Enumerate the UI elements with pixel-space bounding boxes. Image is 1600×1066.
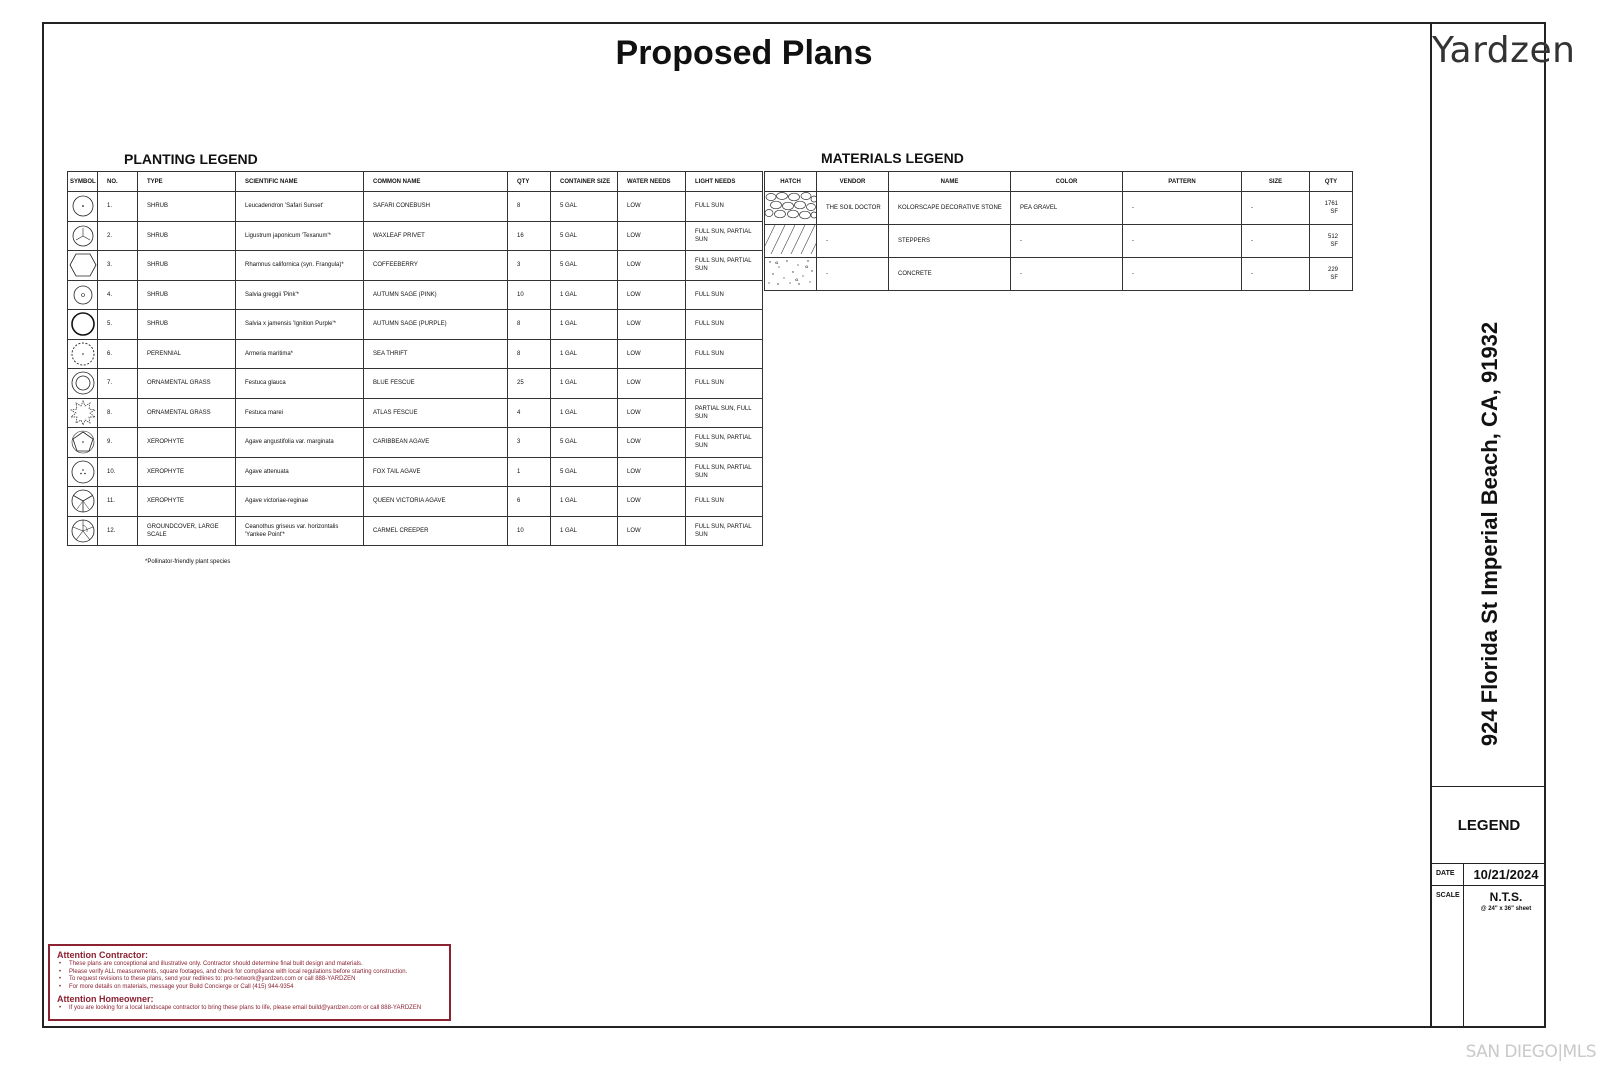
plant-type: SHRUB (138, 310, 236, 340)
plant-type: PERENNIAL (138, 339, 236, 369)
scale-value: N.T.S. (1489, 890, 1523, 904)
small-circle-symbol (68, 280, 98, 310)
header-common-name: COMMON NAME (364, 172, 508, 192)
plant-scientific-name: Ligustrum japonicum 'Texanum'* (236, 221, 364, 251)
table-row (68, 251, 763, 281)
pollinator-note: *Pollinator-friendly plant species (145, 559, 231, 565)
plant-water: LOW (618, 221, 686, 251)
plant-scientific-name: Rhamnus californica (syn. Frangula)* (236, 251, 364, 281)
plant-container: 5 GAL (551, 251, 618, 281)
table-row (765, 192, 1353, 225)
material-color: - (1011, 258, 1123, 291)
plant-light: FULL SUN, PARTIAL SUN (686, 428, 763, 458)
plant-water: LOW (618, 369, 686, 399)
header-vendor: VENDOR (817, 172, 889, 192)
plant-water: LOW (618, 192, 686, 222)
plant-qty: 3 (508, 251, 551, 281)
title-block (1430, 24, 1576, 1026)
mls-watermark: SAN DIEGO|MLS (1465, 1042, 1596, 1062)
plant-type: GROUNDCOVER, LARGE SCALE (138, 516, 236, 546)
table-row (765, 258, 1353, 291)
plant-water: LOW (618, 310, 686, 340)
triangle-dots-symbol (68, 457, 98, 487)
plant-qty: 25 (508, 369, 551, 399)
plant-qty: 16 (508, 221, 551, 251)
material-pattern: - (1123, 192, 1242, 225)
planting-legend-table (67, 171, 763, 546)
plant-light: FULL SUN (686, 487, 763, 517)
brand-logo: Yardzen (1432, 30, 1576, 71)
material-vendor: - (817, 225, 889, 258)
plan-sheet (42, 22, 1576, 1028)
plant-scientific-name: Salvia greggii 'Pink'* (236, 280, 364, 310)
homeowner-note: • If you are looking for a local landscape contractor to bring these plans to life, please email build@yardzen.com or call 888-YARDZEN (57, 1005, 442, 1013)
plant-light: FULL SUN (686, 280, 763, 310)
attention-notice (48, 944, 451, 1021)
plant-scientific-name: Ceanothus griseus var. horizontalis 'Yankee Point'* (236, 516, 364, 546)
plant-no: 12. (98, 516, 138, 546)
pebble-hatch (765, 192, 817, 225)
project-address: 924 Florida St Imperial Beach, CA, 91932 (1477, 321, 1502, 747)
plant-container: 1 GAL (551, 516, 618, 546)
contractor-note: • Please verify ALL measurements, square footages, and check for compliance with local regulations before starting construction. (57, 969, 442, 977)
table-row (68, 428, 763, 458)
plant-water: LOW (618, 428, 686, 458)
plant-common-name: FOX TAIL AGAVE (364, 457, 508, 487)
header-color: COLOR (1011, 172, 1123, 192)
diagonal-hatch (765, 225, 817, 258)
header-qty: QTY (1310, 172, 1353, 192)
header-container-size: CONTAINER SIZE (551, 172, 618, 192)
materials-legend-title: MATERIALS LEGEND (821, 150, 964, 166)
table-row (68, 221, 763, 251)
material-size: - (1242, 192, 1310, 225)
plant-container: 1 GAL (551, 310, 618, 340)
date-value: 10/21/2024 (1473, 867, 1539, 882)
plant-no: 1. (98, 192, 138, 222)
material-pattern: - (1123, 258, 1242, 291)
contractor-notes (57, 961, 442, 991)
header-light-needs: LIGHT NEEDS (686, 172, 763, 192)
attention-contractor-title: Attention Contractor: (57, 950, 148, 960)
material-pattern: - (1123, 225, 1242, 258)
starburst-symbol (68, 398, 98, 428)
material-size: - (1242, 258, 1310, 291)
plant-qty: 10 (508, 280, 551, 310)
header-water-needs: WATER NEEDS (618, 172, 686, 192)
plant-qty: 8 (508, 192, 551, 222)
plant-water: LOW (618, 339, 686, 369)
homeowner-notes (57, 1005, 442, 1013)
planting-header-row (68, 172, 763, 192)
plant-water: LOW (618, 398, 686, 428)
double-circle-symbol (68, 369, 98, 399)
plant-container: 1 GAL (551, 280, 618, 310)
page-title: Proposed Plans (615, 34, 873, 72)
material-vendor: THE SOIL DOCTOR (817, 192, 889, 225)
plant-no: 8. (98, 398, 138, 428)
header-hatch: HATCH (765, 172, 817, 192)
plant-light: FULL SUN, PARTIAL SUN (686, 251, 763, 281)
header-size: SIZE (1242, 172, 1310, 192)
plant-type: XEROPHYTE (138, 428, 236, 458)
plant-qty: 1 (508, 457, 551, 487)
header-scientific-name: SCIENTIFIC NAME (236, 172, 364, 192)
stipple-hatch (765, 258, 817, 291)
table-row (68, 398, 763, 428)
plant-scientific-name: Armeria maritima* (236, 339, 364, 369)
plant-qty: 8 (508, 339, 551, 369)
material-size: - (1242, 225, 1310, 258)
plant-water: LOW (618, 251, 686, 281)
plant-scientific-name: Festuca glauca (236, 369, 364, 399)
dot-circle-symbol (68, 192, 98, 222)
plant-scientific-name: Salvia x jamensis 'Ignition Purple'* (236, 310, 364, 340)
hexagon-symbol (68, 251, 98, 281)
plant-no: 10. (98, 457, 138, 487)
planting-legend-title: PLANTING LEGEND (124, 151, 258, 167)
plant-no: 2. (98, 221, 138, 251)
table-row (765, 225, 1353, 258)
plant-container: 1 GAL (551, 487, 618, 517)
contractor-note: • To request revisions to these plans, send your redlines to: pro-network@yardzen.com or call 888-YARDZEN (57, 976, 442, 984)
scale-row (1432, 886, 1546, 1026)
plant-container: 1 GAL (551, 339, 618, 369)
plant-water: LOW (618, 457, 686, 487)
three-spoke-circle-symbol (68, 221, 98, 251)
plant-common-name: AUTUMN SAGE (PINK) (364, 280, 508, 310)
plant-common-name: ATLAS FESCUE (364, 398, 508, 428)
header-symbol: SYMBOL (68, 172, 98, 192)
plant-no: 11. (98, 487, 138, 517)
plant-type: SHRUB (138, 221, 236, 251)
plant-common-name: AUTUMN SAGE (PURPLE) (364, 310, 508, 340)
plant-light: FULL SUN (686, 192, 763, 222)
plant-water: LOW (618, 487, 686, 517)
plant-qty: 8 (508, 310, 551, 340)
plant-common-name: WAXLEAF PRIVET (364, 221, 508, 251)
plant-type: SHRUB (138, 280, 236, 310)
table-row (68, 487, 763, 517)
plant-type: XEROPHYTE (138, 457, 236, 487)
sheet-name: LEGEND (1432, 786, 1546, 864)
plant-light: FULL SUN, PARTIAL SUN (686, 221, 763, 251)
table-row (68, 457, 763, 487)
plant-common-name: CARMEL CREEPER (364, 516, 508, 546)
table-row (68, 516, 763, 546)
plant-scientific-name: Agave angustifolia var. marginata (236, 428, 364, 458)
plant-light: FULL SUN (686, 310, 763, 340)
plant-qty: 4 (508, 398, 551, 428)
plant-light: FULL SUN (686, 369, 763, 399)
plant-type: XEROPHYTE (138, 487, 236, 517)
plant-container: 5 GAL (551, 428, 618, 458)
plant-common-name: QUEEN VICTORIA AGAVE (364, 487, 508, 517)
plant-common-name: COFFEEBERRY (364, 251, 508, 281)
materials-header-row (765, 172, 1353, 192)
plant-container: 5 GAL (551, 192, 618, 222)
plant-type: ORNAMENTAL GRASS (138, 398, 236, 428)
plant-common-name: SEA THRIFT (364, 339, 508, 369)
plant-no: 3. (98, 251, 138, 281)
plant-no: 7. (98, 369, 138, 399)
plant-container: 1 GAL (551, 398, 618, 428)
materials-legend-table (764, 171, 1353, 291)
plant-scientific-name: Festuca marei (236, 398, 364, 428)
scale-note: @ 24" x 36" sheet (1480, 906, 1532, 912)
plant-container: 5 GAL (551, 221, 618, 251)
scale-label: SCALE (1432, 886, 1464, 1026)
plant-qty: 10 (508, 516, 551, 546)
plant-light: FULL SUN, PARTIAL SUN (686, 457, 763, 487)
table-row (68, 339, 763, 369)
plant-scientific-name: Agave victoriae-reginae (236, 487, 364, 517)
plant-common-name: CARIBBEAN AGAVE (364, 428, 508, 458)
material-color: - (1011, 225, 1123, 258)
material-qty: 512 SF (1310, 225, 1353, 258)
material-qty: 1761 SF (1310, 192, 1353, 225)
plant-no: 5. (98, 310, 138, 340)
plant-water: LOW (618, 280, 686, 310)
plant-light: FULL SUN (686, 339, 763, 369)
table-row (68, 310, 763, 340)
header-no: NO. (98, 172, 138, 192)
plant-water: LOW (618, 516, 686, 546)
plant-type: ORNAMENTAL GRASS (138, 369, 236, 399)
material-name: STEPPERS (889, 225, 1011, 258)
table-row (68, 192, 763, 222)
y-spoke-circle-symbol (68, 487, 98, 517)
plant-container: 5 GAL (551, 457, 618, 487)
plant-no: 6. (98, 339, 138, 369)
plant-common-name: BLUE FESCUE (364, 369, 508, 399)
header-pattern: PATTERN (1123, 172, 1242, 192)
attention-homeowner-title: Attention Homeowner: (57, 994, 154, 1005)
plant-qty: 6 (508, 487, 551, 517)
contractor-note: • For more details on materials, message your Build Concierge or Call (415) 944-9354 (57, 984, 442, 992)
header-type: TYPE (138, 172, 236, 192)
table-row (68, 369, 763, 399)
plant-light: PARTIAL SUN, FULL SUN (686, 398, 763, 428)
dashed-circle-symbol (68, 339, 98, 369)
plant-no: 4. (98, 280, 138, 310)
material-color: PEA GRAVEL (1011, 192, 1123, 225)
plant-container: 1 GAL (551, 369, 618, 399)
bold-circle-symbol (68, 310, 98, 340)
date-label: DATE (1432, 864, 1464, 885)
plant-common-name: SAFARI CONEBUSH (364, 192, 508, 222)
material-qty: 229 SF (1310, 258, 1353, 291)
pentagon-symbol (68, 428, 98, 458)
material-name: KOLORSCAPE DECORATIVE STONE (889, 192, 1011, 225)
date-row (1432, 864, 1546, 886)
header-qty: QTY (508, 172, 551, 192)
plant-no: 9. (98, 428, 138, 458)
plant-qty: 3 (508, 428, 551, 458)
header-name: NAME (889, 172, 1011, 192)
plant-scientific-name: Agave attenuata (236, 457, 364, 487)
contractor-note: • These plans are conceptional and illustrative only. Contractor should determine final built design and materials. (57, 961, 442, 969)
table-row (68, 280, 763, 310)
plant-light: FULL SUN, PARTIAL SUN (686, 516, 763, 546)
material-vendor: - (817, 258, 889, 291)
plant-type: SHRUB (138, 192, 236, 222)
plant-type: SHRUB (138, 251, 236, 281)
plant-scientific-name: Leucadendron 'Safari Sunset' (236, 192, 364, 222)
segmented-circle-symbol (68, 516, 98, 546)
material-name: CONCRETE (889, 258, 1011, 291)
